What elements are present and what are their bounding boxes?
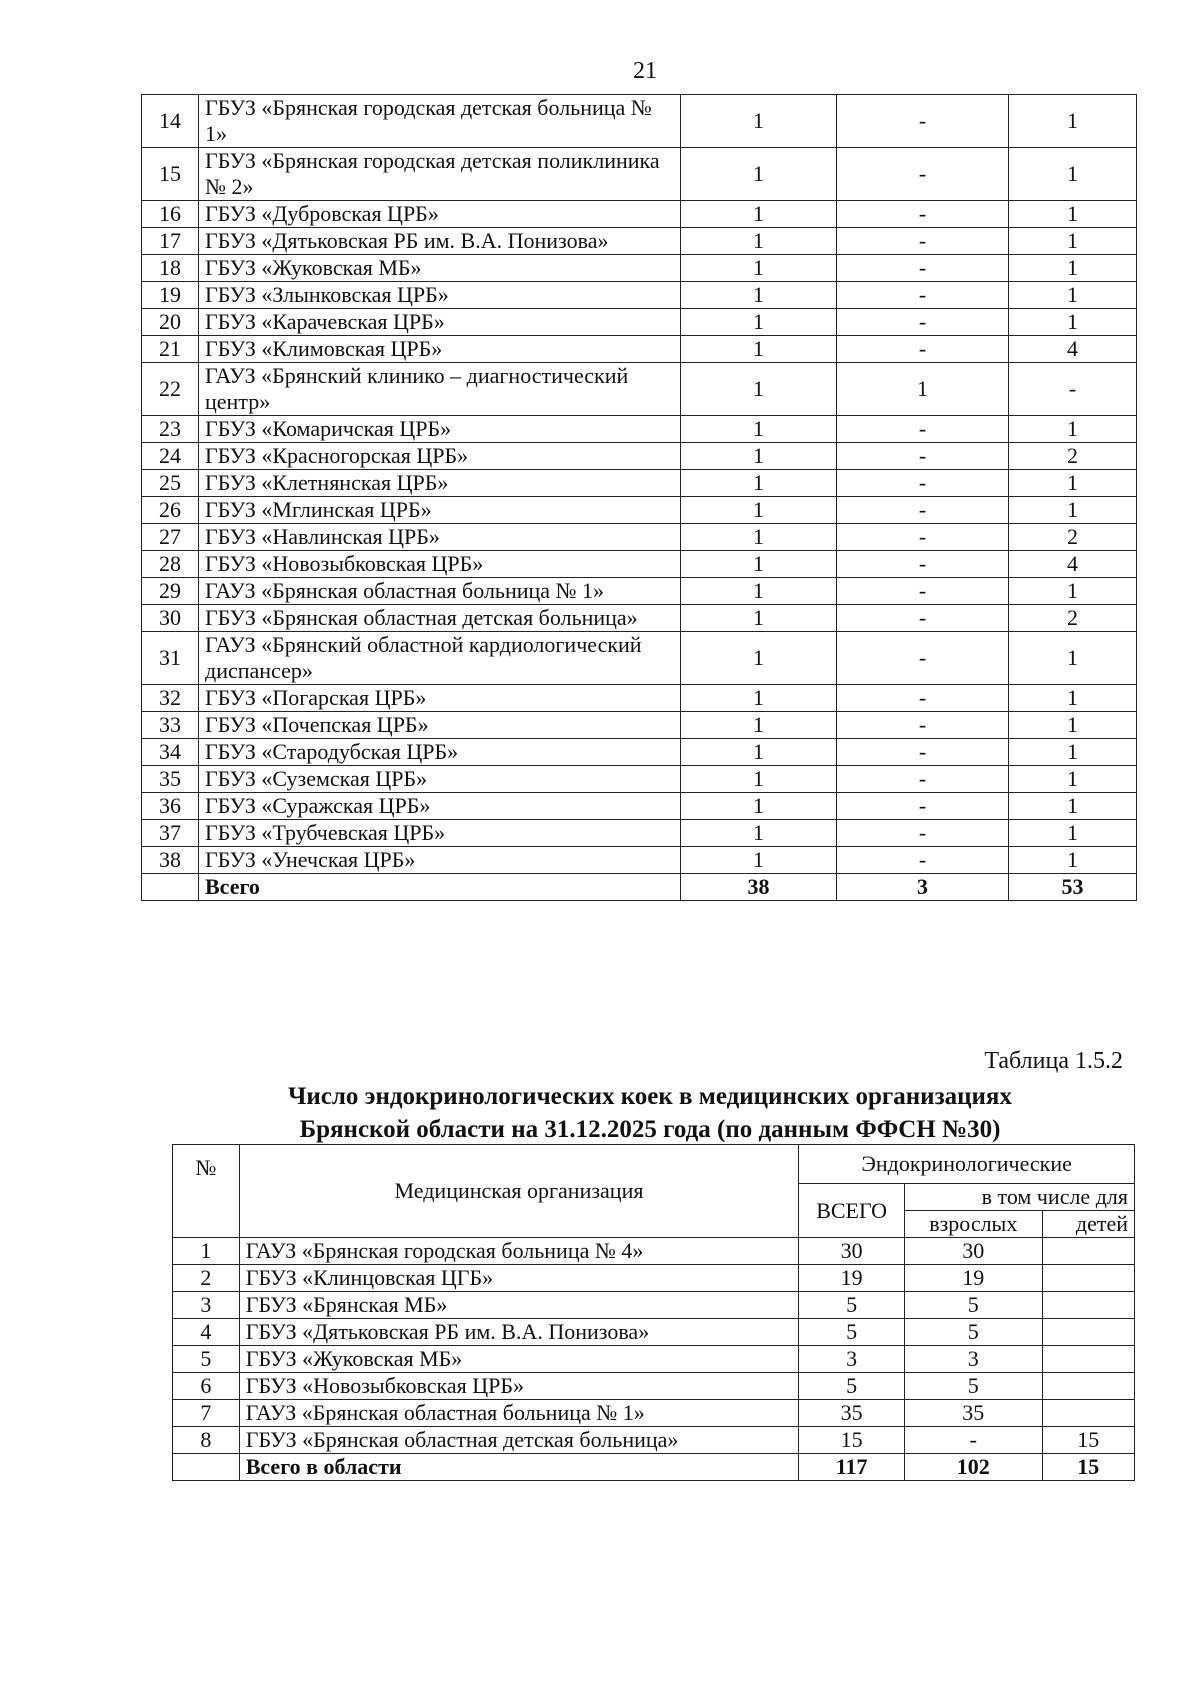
endocrine-beds-table-body — [173, 1238, 1135, 1481]
value-col-3: 1 — [1009, 416, 1137, 443]
value-col-2: - — [837, 712, 1009, 739]
value-col-2: - — [837, 201, 1009, 228]
value-col-3: 1 — [1009, 712, 1137, 739]
organization-name: ГБУЗ «Климовская ЦРБ» — [199, 336, 681, 363]
row-number: 35 — [142, 766, 199, 793]
value-col-1: 1 — [681, 524, 837, 551]
value-col-1: 1 — [681, 766, 837, 793]
row-number: 6 — [173, 1373, 240, 1400]
organization-name: ГБУЗ «Злынковская ЦРБ» — [199, 282, 681, 309]
value-col-2: - — [837, 793, 1009, 820]
row-number — [142, 874, 199, 901]
beds-adults: 5 — [904, 1292, 1042, 1319]
value-col-3: 1 — [1009, 632, 1137, 685]
value-col-1: 1 — [681, 363, 837, 416]
header-children: детей — [1042, 1211, 1134, 1238]
value-col-3: 1 — [1009, 793, 1137, 820]
value-col-1: 1 — [681, 739, 837, 766]
beds-total: 3 — [799, 1346, 905, 1373]
table-row — [142, 712, 1137, 739]
value-col-3: - — [1009, 363, 1137, 416]
total-label: Всего в области — [239, 1454, 799, 1481]
value-col-2: - — [837, 551, 1009, 578]
beds-total: 15 — [799, 1427, 905, 1454]
row-number: 37 — [142, 820, 199, 847]
value-col-1: 1 — [681, 148, 837, 201]
organization-name: ГБУЗ «Жуковская МБ» — [199, 255, 681, 282]
value-col-2: - — [837, 605, 1009, 632]
value-col-1: 1 — [681, 685, 837, 712]
value-col-3: 2 — [1009, 443, 1137, 470]
organization-name: ГБУЗ «Мглинская ЦРБ» — [199, 497, 681, 524]
value-col-1: 1 — [681, 416, 837, 443]
organization-name: ГБУЗ «Карачевская ЦРБ» — [199, 309, 681, 336]
table-row — [142, 685, 1137, 712]
header-subgroup: в том числе для — [904, 1184, 1134, 1211]
row-number: 30 — [142, 605, 199, 632]
beds-children — [1042, 1346, 1134, 1373]
value-col-3: 1 — [1009, 578, 1137, 605]
table-row — [142, 228, 1137, 255]
row-number: 25 — [142, 470, 199, 497]
value-col-1: 1 — [681, 336, 837, 363]
total-col-3: 53 — [1009, 874, 1137, 901]
beds-adults: 30 — [904, 1238, 1042, 1265]
value-col-1: 1 — [681, 551, 837, 578]
beds-adults: 5 — [904, 1319, 1042, 1346]
total-adults: 102 — [904, 1454, 1042, 1481]
total-row — [173, 1454, 1135, 1481]
value-col-1: 1 — [681, 95, 837, 148]
value-col-1: 1 — [681, 793, 837, 820]
value-col-2: - — [837, 255, 1009, 282]
value-col-2: - — [837, 820, 1009, 847]
value-col-1: 1 — [681, 578, 837, 605]
value-col-2: - — [837, 497, 1009, 524]
value-col-3: 2 — [1009, 605, 1137, 632]
row-number: 23 — [142, 416, 199, 443]
beds-total: 5 — [799, 1373, 905, 1400]
beds-total: 5 — [799, 1292, 905, 1319]
row-number: 31 — [142, 632, 199, 685]
value-col-1: 1 — [681, 712, 837, 739]
value-col-2: - — [837, 416, 1009, 443]
value-col-3: 1 — [1009, 739, 1137, 766]
value-col-2: - — [837, 685, 1009, 712]
beds-children — [1042, 1292, 1134, 1319]
organization-name: ГБУЗ «Новозыбковская ЦРБ» — [239, 1373, 799, 1400]
value-col-3: 1 — [1009, 766, 1137, 793]
value-col-3: 1 — [1009, 255, 1137, 282]
table-row — [173, 1400, 1135, 1427]
row-number: 7 — [173, 1400, 240, 1427]
value-col-2: - — [837, 739, 1009, 766]
value-col-2: - — [837, 228, 1009, 255]
organization-name: ГБУЗ «Новозыбковская ЦРБ» — [199, 551, 681, 578]
organization-name: ГБУЗ «Дятьковская РБ им. В.А. Понизова» — [199, 228, 681, 255]
value-col-2: - — [837, 470, 1009, 497]
row-number: 19 — [142, 282, 199, 309]
organization-name: ГБУЗ «Дубровская ЦРБ» — [199, 201, 681, 228]
table-title — [150, 1080, 1150, 1146]
header-num: № — [173, 1145, 240, 1238]
value-col-1: 1 — [681, 309, 837, 336]
table-row — [173, 1265, 1135, 1292]
table-row — [142, 793, 1137, 820]
value-col-3: 1 — [1009, 95, 1137, 148]
beds-children — [1042, 1265, 1134, 1292]
beds-adults: 3 — [904, 1346, 1042, 1373]
table-row — [173, 1319, 1135, 1346]
value-col-1: 1 — [681, 282, 837, 309]
value-col-1: 1 — [681, 820, 837, 847]
table-row — [142, 739, 1137, 766]
table-row — [142, 282, 1137, 309]
organization-name: ГБУЗ «Навлинская ЦРБ» — [199, 524, 681, 551]
value-col-3: 1 — [1009, 685, 1137, 712]
value-col-2: - — [837, 766, 1009, 793]
organization-name: ГБУЗ «Брянская областная детская больница» — [199, 605, 681, 632]
value-col-1: 1 — [681, 605, 837, 632]
row-number: 21 — [142, 336, 199, 363]
beds-children — [1042, 1319, 1134, 1346]
table-row — [142, 524, 1137, 551]
value-col-2: - — [837, 282, 1009, 309]
row-number: 5 — [173, 1346, 240, 1373]
organization-name: ГБУЗ «Клетнянская ЦРБ» — [199, 470, 681, 497]
row-number: 1 — [173, 1238, 240, 1265]
beds-total: 30 — [799, 1238, 905, 1265]
value-col-3: 2 — [1009, 524, 1137, 551]
value-col-1: 1 — [681, 632, 837, 685]
organization-name: ГАУЗ «Брянская областная больница № 1» — [199, 578, 681, 605]
beds-children — [1042, 1238, 1134, 1265]
row-number: 18 — [142, 255, 199, 282]
row-number: 26 — [142, 497, 199, 524]
organization-name: ГАУЗ «Брянский областной кардиологический диспансер» — [199, 632, 681, 685]
table-row — [173, 1238, 1135, 1265]
row-number: 24 — [142, 443, 199, 470]
endocrine-beds-table — [172, 1144, 1135, 1481]
row-number: 8 — [173, 1427, 240, 1454]
value-col-3: 1 — [1009, 820, 1137, 847]
value-col-3: 1 — [1009, 201, 1137, 228]
page-number: 21 — [633, 58, 657, 84]
table-title-line-2: Брянской области на 31.12.2025 года (по данным ФФСН №30) — [299, 1116, 1001, 1143]
value-col-3: 1 — [1009, 847, 1137, 874]
organization-name: ГБУЗ «Суземская ЦРБ» — [199, 766, 681, 793]
organization-name: ГБУЗ «Дятьковская РБ им. В.А. Понизова» — [239, 1319, 799, 1346]
total-children: 15 — [1042, 1454, 1134, 1481]
row-number — [173, 1454, 240, 1481]
organization-name: ГАУЗ «Брянский клинико – диагностический центр» — [199, 363, 681, 416]
table-row — [142, 255, 1137, 282]
row-number: 27 — [142, 524, 199, 551]
organization-name: ГАУЗ «Брянская городская больница № 4» — [239, 1238, 799, 1265]
value-col-3: 1 — [1009, 470, 1137, 497]
table-row — [173, 1427, 1135, 1454]
value-col-3: 1 — [1009, 148, 1137, 201]
organization-name: ГАУЗ «Брянская областная больница № 1» — [239, 1400, 799, 1427]
table-row — [142, 470, 1137, 497]
beds-total: 5 — [799, 1319, 905, 1346]
organization-name: ГБУЗ «Брянская областная детская больница» — [239, 1427, 799, 1454]
beds-adults: 35 — [904, 1400, 1042, 1427]
table-row — [142, 416, 1137, 443]
organization-name: ГБУЗ «Стародубская ЦРБ» — [199, 739, 681, 766]
header-org: Медицинская организация — [239, 1145, 799, 1238]
table-row — [142, 336, 1137, 363]
header-all: ВСЕГО — [799, 1184, 905, 1238]
table-row — [142, 497, 1137, 524]
value-col-3: 1 — [1009, 309, 1137, 336]
row-number: 2 — [173, 1265, 240, 1292]
table-row — [142, 820, 1137, 847]
row-number: 4 — [173, 1319, 240, 1346]
total-beds: 117 — [799, 1454, 905, 1481]
row-number: 28 — [142, 551, 199, 578]
value-col-1: 1 — [681, 847, 837, 874]
row-number: 29 — [142, 578, 199, 605]
table-title-line-1: Число эндокринологических коек в медицинских организациях — [288, 1083, 1012, 1110]
table-row — [142, 632, 1137, 685]
value-col-3: 1 — [1009, 228, 1137, 255]
row-number: 3 — [173, 1292, 240, 1319]
beds-total: 19 — [799, 1265, 905, 1292]
organization-name: ГБУЗ «Почепская ЦРБ» — [199, 712, 681, 739]
organization-name: ГБУЗ «Брянская городская детская поликлиника № 2» — [199, 148, 681, 201]
value-col-1: 1 — [681, 255, 837, 282]
table-row — [142, 148, 1137, 201]
table-row — [173, 1292, 1135, 1319]
organization-name: ГБУЗ «Трубчевская ЦРБ» — [199, 820, 681, 847]
table-row — [142, 605, 1137, 632]
value-col-2: 1 — [837, 363, 1009, 416]
total-label: Всего — [199, 874, 681, 901]
value-col-2: - — [837, 95, 1009, 148]
value-col-2: - — [837, 309, 1009, 336]
value-col-3: 1 — [1009, 497, 1137, 524]
row-number: 14 — [142, 95, 199, 148]
value-col-2: - — [837, 578, 1009, 605]
row-number: 38 — [142, 847, 199, 874]
value-col-2: - — [837, 847, 1009, 874]
table-row — [142, 95, 1137, 148]
row-number: 15 — [142, 148, 199, 201]
org-staff-table-body — [142, 95, 1137, 901]
beds-children — [1042, 1400, 1134, 1427]
value-col-2: - — [837, 336, 1009, 363]
table-caption: Таблица 1.5.2 — [984, 1048, 1123, 1074]
total-col-2: 3 — [837, 874, 1009, 901]
organization-name: ГБУЗ «Брянская МБ» — [239, 1292, 799, 1319]
table-row — [142, 363, 1137, 416]
value-col-2: - — [837, 632, 1009, 685]
value-col-1: 1 — [681, 443, 837, 470]
table-row — [142, 309, 1137, 336]
header-group: Эндокринологические — [799, 1145, 1135, 1184]
beds-adults: 5 — [904, 1373, 1042, 1400]
table-row — [142, 766, 1137, 793]
value-col-2: - — [837, 524, 1009, 551]
organization-name: ГБУЗ «Погарская ЦРБ» — [199, 685, 681, 712]
organization-name: ГБУЗ «Унечская ЦРБ» — [199, 847, 681, 874]
organization-name: ГБУЗ «Брянская городская детская больница № 1» — [199, 95, 681, 148]
beds-adults: - — [904, 1427, 1042, 1454]
total-col-1: 38 — [681, 874, 837, 901]
table-row — [142, 847, 1137, 874]
value-col-1: 1 — [681, 497, 837, 524]
row-number: 32 — [142, 685, 199, 712]
beds-children: 15 — [1042, 1427, 1134, 1454]
row-number: 16 — [142, 201, 199, 228]
beds-children — [1042, 1373, 1134, 1400]
value-col-3: 4 — [1009, 551, 1137, 578]
row-number: 20 — [142, 309, 199, 336]
value-col-1: 1 — [681, 228, 837, 255]
endocrine-beds-table-head — [173, 1145, 1135, 1238]
row-number: 33 — [142, 712, 199, 739]
table-row — [142, 578, 1137, 605]
beds-adults: 19 — [904, 1265, 1042, 1292]
organization-name: ГБУЗ «Клинцовская ЦГБ» — [239, 1265, 799, 1292]
header-adults: взрослых — [904, 1211, 1042, 1238]
row-number: 17 — [142, 228, 199, 255]
value-col-2: - — [837, 148, 1009, 201]
value-col-1: 1 — [681, 470, 837, 497]
org-staff-table — [141, 94, 1137, 901]
value-col-3: 4 — [1009, 336, 1137, 363]
table-row — [173, 1373, 1135, 1400]
organization-name: ГБУЗ «Суражская ЦРБ» — [199, 793, 681, 820]
total-row — [142, 874, 1137, 901]
beds-total: 35 — [799, 1400, 905, 1427]
table-row — [173, 1346, 1135, 1373]
organization-name: ГБУЗ «Комаричская ЦРБ» — [199, 416, 681, 443]
value-col-1: 1 — [681, 201, 837, 228]
table-row — [142, 443, 1137, 470]
table-row — [142, 201, 1137, 228]
organization-name: ГБУЗ «Красногорская ЦРБ» — [199, 443, 681, 470]
value-col-2: - — [837, 443, 1009, 470]
value-col-3: 1 — [1009, 282, 1137, 309]
row-number: 22 — [142, 363, 199, 416]
table-row — [142, 551, 1137, 578]
row-number: 34 — [142, 739, 199, 766]
row-number: 36 — [142, 793, 199, 820]
organization-name: ГБУЗ «Жуковская МБ» — [239, 1346, 799, 1373]
